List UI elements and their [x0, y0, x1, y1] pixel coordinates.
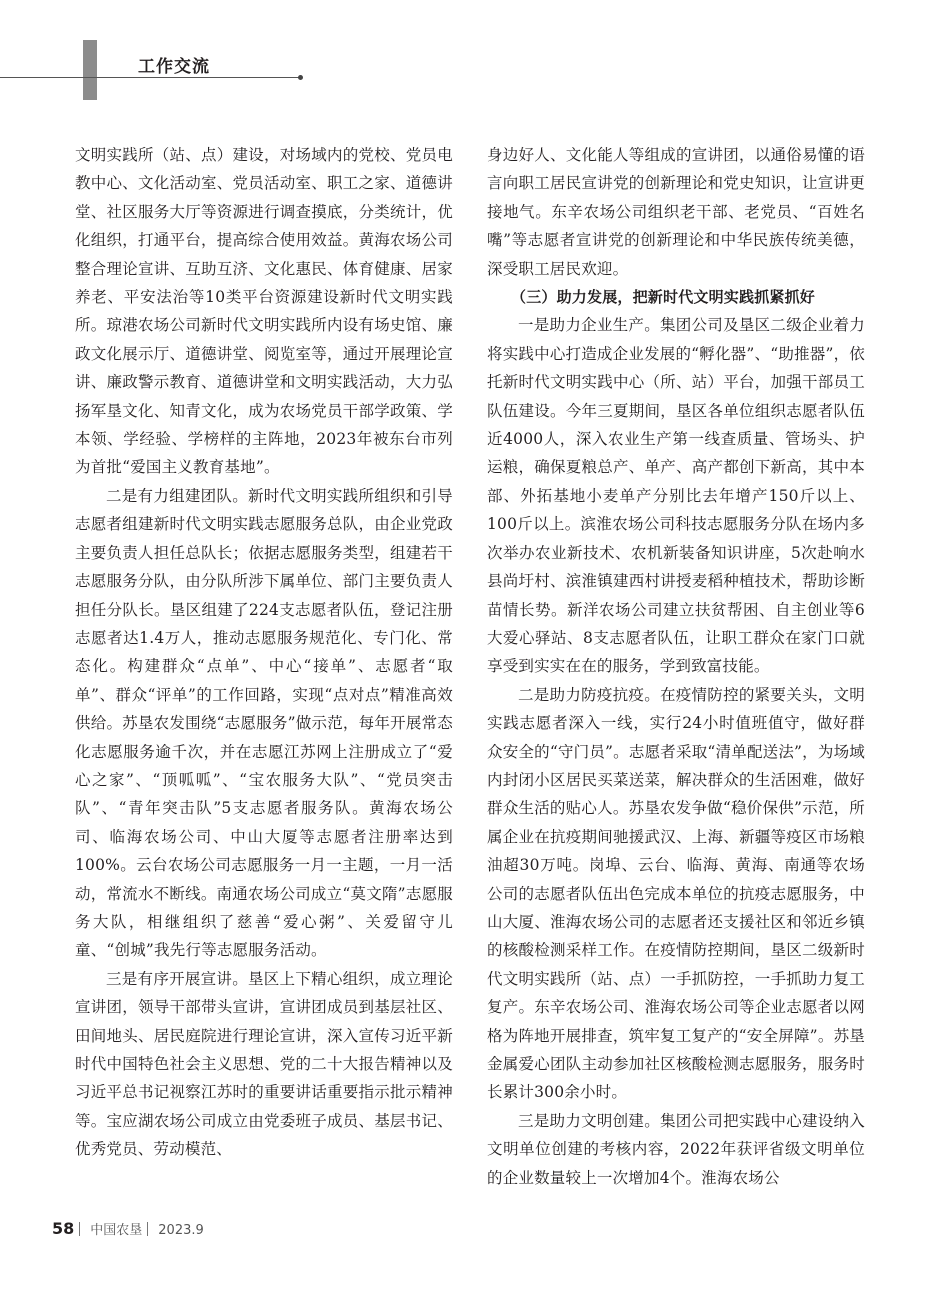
magazine-name: 中国农垦	[90, 1223, 143, 1238]
left-paragraph-2: 二是有力组建团队。新时代文明实践所组织和引导志愿者组建新时代文明实践志愿服务总队，由企业党政主要负责人担任总队长；依据志愿服务类型，组建若干志愿服务分队，由分队所涉下属单位、部门主要负责人担任分队长。垦区组建了224支志愿者队伍，登记注册志愿者达1.4万人，推动志愿服务规范化、专门化、常态化。构建群众“点单”、中心“接单”、志愿者“取单”、群众“评单”的工作回路，实现“点对点”精准高效供给。苏垦农发围绕“志愿服务”做示范，每年开展常态化志愿服务逾千次，并在志愿江苏网上注册成立了“爱心之家”、“顶呱呱”、“宝农服务大队”、“党员突击队”、“青年突击队”5支志愿者服务队。黄海农场公司、临海农场公司、中山大厦等志愿者注册率达到100%。云台农场公司志愿服务一月一主题，一月一活动，常流水不断线。南通农场公司成立“莫文隋”志愿服务大队，相继组织了慈善“爱心粥”、关爱留守儿童、“创城”我先行等志愿服务活动。	[75, 486, 453, 960]
left-column	[75, 141, 453, 1164]
page-footer	[52, 1219, 204, 1238]
right-paragraph-epidemic: 二是助力防疫抗疫。在疫情防控的紧要关头，文明实践志愿者深入一线，实行24小时值班值守，做好群众安全的“守门员”。志愿者采取“清单配送法”，为场域内封闭小区居民买菜送菜，解决群众的生活困难，做好群众生活的贴心人。苏垦农发争做“稳价保供”示范，所属企业在抗疫期间驰援武汉、上海、新疆等疫区市场粮油超30万吨。岗埠、云台、临海、黄海、南通等农场公司的志愿者队伍出色完成本单位的抗疫志愿服务，中山大厦、淮海农场公司的志愿者还支援社区和邻近乡镇的核酸检测采样工作。在疫情防控期间，垦区二级新时代文明实践所（站、点）一手抓防控，一手抓助力复工复产。东辛农场公司、淮海农场公司等企业志愿者以网格为阵地开展排查，筑牢复工复产的“安全屏障”。苏垦金属爱心团队主动参加社区核酸检测志愿服务，服务时长累计300余小时。	[487, 685, 865, 1102]
header-accent-bar	[83, 40, 97, 100]
section-title: 工作交流	[138, 57, 210, 77]
right-paragraph-civilization: 三是助力文明创建。集团公司把实践中心建设纳入文明单位创建的考核内容，2022年获评省级文明单位的企业数量较上一次增加4个。淮海农场公	[487, 1111, 865, 1187]
issue-number: 2023.9	[158, 1223, 204, 1238]
footer-separator	[79, 1222, 80, 1236]
right-column	[487, 141, 865, 1192]
subheading: （三）助力发展，把新时代文明实践抓紧抓好	[511, 288, 816, 307]
header-rule	[0, 77, 300, 78]
left-paragraph-3: 三是有序开展宣讲。垦区上下精心组织，成立理论宣讲团，领导干部带头宣讲，宣讲团成员到基层社区、田间地头、居民庭院进行理论宣讲，深入宣传习近平新时代中国特色社会主义思想、党的二十大报告精神以及习近平总书记视察江苏时的重要讲话重要指示批示精神等。宝应湖农场公司成立由党委班子成员、基层书记、优秀党员、劳动模范、	[75, 969, 453, 1159]
footer-separator	[147, 1222, 148, 1236]
left-paragraph-1: 文明实践所（站、点）建设，对场域内的党校、党员电教中心、文化活动室、党员活动室、职工之家、道德讲堂、社区服务大厅等资源进行调查摸底，分类统计，优化组织，打通平台，提高综合使用效益。黄海农场公司整合理论宣讲、互助互济、文化惠民、体育健康、居家养老、平安法治等10类平台资源建设新时代文明实践所。琼港农场公司新时代文明实践所内设有场史馆、廉政文化展示厅、道德讲堂、阅览室等，通过开展理论宣讲、廉政警示教育、道德讲堂和文明实践活动，大力弘扬军垦文化、知青文化，成为农场党员干部学政策、学本领、学经验、学榜样的主阵地，2023年被东台市列为首批“爱国主义教育基地”。	[75, 146, 453, 477]
page-number: 58	[52, 1219, 75, 1238]
header-rule-dot	[298, 75, 303, 80]
right-paragraph-continued: 身边好人、文化能人等组成的宣讲团，以通俗易懂的语言向职工居民宣讲党的创新理论和党史知识，让宣讲更接地气。东辛农场公司组织老干部、老党员、“百姓名嘴”等志愿者宣讲党的创新理论和中华民族传统美德，深受职工居民欢迎。	[487, 146, 865, 278]
right-paragraph-production: 一是助力企业生产。集团公司及垦区二级企业着力将实践中心打造成企业发展的“孵化器”、“助推器”，依托新时代文明实践中心（所、站）平台，加强干部员工队伍建设。今年三夏期间，垦区各单位组织志愿者队伍近4000人，深入农业生产第一线查质量、管场头、护运粮，确保夏粮总产、单产、高产都创下新高，其中本部、外拓基地小麦单产分别比去年增产150斤以上、100斤以上。滨淮农场公司科技志愿服务分队在场内多次举办农业新技术、农机新装备知识讲座，5次赴响水县尚圩村、滨淮镇建西村讲授麦稻种植技术，帮助诊断苗情长势。新洋农场公司建立扶贫帮困、自主创业等6大爱心驿站、8支志愿者队伍，让职工群众在家门口就享受到实实在在的服务，学到致富技能。	[487, 316, 865, 676]
